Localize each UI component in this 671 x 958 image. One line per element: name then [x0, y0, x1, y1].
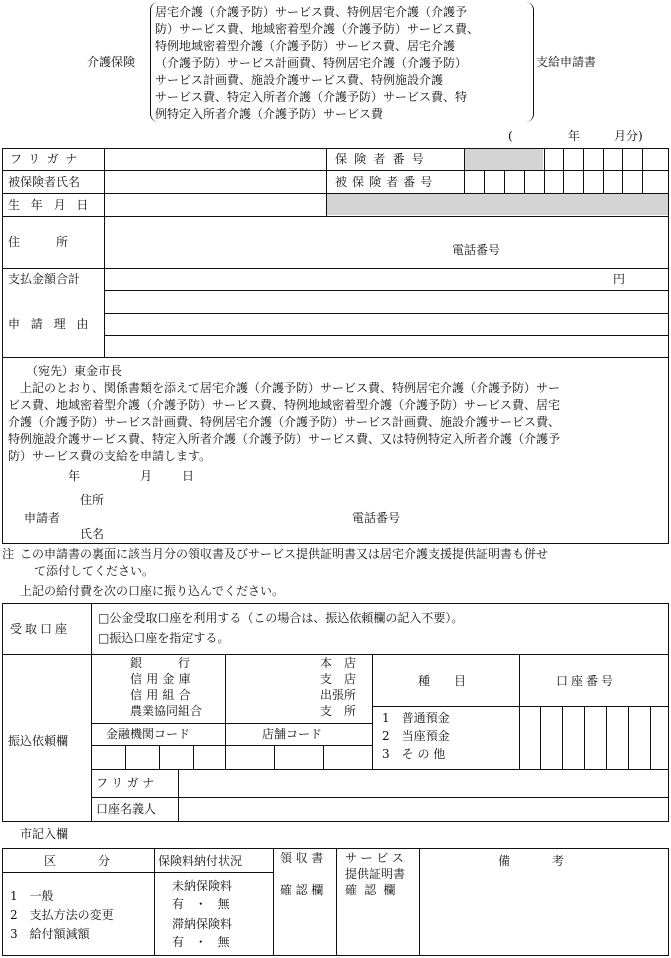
branch-branch: 支 店 [320, 672, 357, 686]
account-holder-label: 口座名義人 [96, 802, 157, 816]
date-year: 年 [68, 469, 81, 483]
account-number-header: 口座番号 [556, 674, 617, 688]
branch-sub: 支 所 [320, 704, 357, 718]
insured-no-label: 被保険者番号 [335, 175, 438, 189]
month-paren-open: ( [508, 129, 513, 143]
note-line: この申請書の裏面に該当月分の領収書及びサービス提供証明書又は居宅介護支援提供証明書も併せ [20, 547, 549, 561]
institution-kumiai: 信用組合 [130, 688, 195, 702]
account-type-ordinary: 1 普通預金 [382, 711, 450, 725]
institution-shinkin: 信用金庫 [130, 672, 195, 686]
applicant-label: 申請者 [24, 511, 61, 525]
header-line: サービス費、特定入所者介護（介護予防）サービス費、特 [155, 90, 468, 104]
overdue-yes-no: 有・無 [172, 935, 241, 949]
header-line: 例特定入所者介護（介護予防）サービス費 [155, 107, 384, 121]
date-month: 月 [140, 469, 153, 483]
header-left-label: 介護保険 [87, 55, 136, 69]
branch-main: 本 店 [320, 656, 357, 670]
receipt-check-header-1: 領収書 [280, 851, 327, 865]
header-line: 特例地域密着型介護（介護予防）サービス費、居宅介護 [155, 39, 456, 53]
branch-office: 出張所 [320, 688, 357, 702]
service-cert-header-3: 確認欄 [345, 883, 403, 897]
month-label: 月分) [614, 129, 643, 143]
header-line: 防）サービス費、地域密着型介護（介護予防）サービス費、 [155, 22, 480, 36]
remarks-header: 備 考 [498, 854, 571, 868]
note-line: て添付してください。 [34, 564, 155, 578]
applicant-phone-label: 電話番号 [352, 511, 401, 525]
account-type-header: 種 目 [418, 674, 467, 688]
applicant-name-label: 氏名 [80, 527, 105, 541]
header-right-label: 支給申請書 [536, 55, 597, 69]
insurer-no-label: 保険者番号 [335, 152, 432, 166]
receipt-check-header-2: 確認欄 [280, 883, 327, 897]
premium-status-header: 保険料納付状況 [158, 854, 243, 868]
payment-total-label: 支払金額合計 [8, 272, 81, 286]
service-cert-header-2: 提供証明書 [345, 867, 406, 881]
account-type-other: 3 そ の 他 [382, 747, 446, 761]
holder-furigana-label: フリガナ [96, 776, 158, 790]
reason-label: 申請理由 [8, 317, 100, 331]
option-public-account[interactable]: □公金受取口座を利用する（この場合は、振込依頼欄の記入不要）。 [98, 611, 464, 625]
receive-account-label: 受取口座 [10, 622, 71, 636]
note-prefix: 注 [2, 547, 15, 561]
address-label: 住 所 [8, 235, 69, 249]
date-day: 日 [182, 469, 195, 483]
option-specify-account[interactable]: □振込口座を指定する。 [98, 631, 230, 645]
transfer-request-label: 振込依頼欄 [8, 734, 69, 748]
body-line: ビス費、地域密着型介護（介護予防）サービス費、特例地域密着型介護（介護予防）サービス費、居宅 [8, 398, 561, 412]
account-type-current: 2 当座預金 [382, 729, 450, 743]
institution-bank: 銀 行 [130, 656, 191, 670]
division-header: 区 分 [44, 854, 117, 868]
institution-code-label: 金融機関コード [106, 727, 191, 741]
header-line: （介護予防）サービス計画費、特例居宅介護（介護予防） [155, 56, 468, 70]
insurer-no-shaded [465, 149, 543, 170]
applicant-address-label: 住所 [80, 493, 105, 507]
office-use-title: 市記入欄 [20, 827, 69, 841]
service-cert-header-1: サービス [345, 851, 408, 865]
unpaid-premium-label: 未納保険料 [172, 879, 233, 893]
birth-shaded [327, 194, 668, 215]
transfer-instruction: 上記の給付費を次の口座に振り込んでください。 [20, 584, 285, 598]
furigana-label: フリガナ [10, 152, 84, 166]
body-line: 上記のとおり、関係書類を添えて居宅介護（介護予防）サービス費、特例居宅介護（介護予防）サー [20, 381, 561, 395]
body-line: 防）サービス費の支給を申請します。 [8, 449, 212, 463]
branch-code-label: 店舗コード [262, 727, 323, 741]
division-payment-change: 2 支払方法の変更 [10, 908, 114, 922]
header-line: サービス計画費、施設介護サービス費、特例施設介護 [155, 73, 444, 87]
header-line: 居宅介護（介護予防）サービス費、特例居宅介護（介護予 [155, 5, 468, 19]
insured-name-label: 被保険者氏名 [8, 175, 81, 189]
addressee: （宛先）東金市長 [26, 364, 123, 378]
year-label: 年 [568, 129, 581, 143]
division-general: 1 一般 [10, 889, 54, 903]
unpaid-yes-no: 有・無 [172, 897, 241, 911]
body-line: 介護（介護予防）サービス計画費、特例居宅介護（介護予防）サービス計画費、施設介護サービス費、 [8, 415, 561, 429]
birth-label: 生年月日 [8, 198, 100, 212]
body-line: 特例施設介護サービス費、特定入所者介護（介護予防）サービス費、又は特例特定入所者介護（介護予 [8, 432, 561, 446]
overdue-premium-label: 滞納保険料 [172, 917, 233, 931]
division-benefit-reduction: 3 給付額減額 [10, 927, 90, 941]
yen-label: 円 [613, 272, 626, 286]
institution-nokyo: 農業協同組合 [130, 704, 203, 718]
phone-label: 電話番号 [452, 243, 501, 257]
